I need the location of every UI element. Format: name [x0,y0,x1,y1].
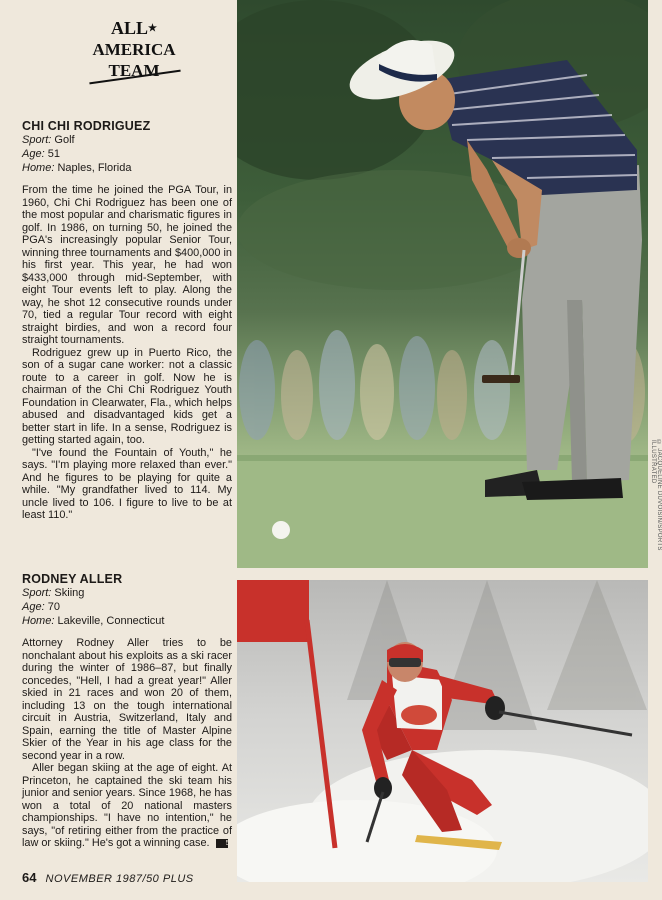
home-label: Home: [22,615,55,627]
home-line [22,614,232,628]
athlete-name: RODNEY ALLER [22,572,123,586]
logo-star: ★ [148,23,157,34]
article-body [22,184,232,522]
page-footer [22,870,194,885]
logo-line1: ALL [111,18,149,38]
age-label: Age: [22,601,45,613]
sport-value: Golf [54,134,75,146]
paragraph [22,762,232,850]
article-body [22,637,232,850]
home-label: Home: [22,162,55,174]
article-aller [22,572,232,850]
home-value: Lakeville, Connecticut [57,615,165,627]
paragraph: From the time he joined the PGA Tour, in 1960, Chi Chi Rodriguez has been one of the most popular and charismatic figures in golf. In 1986, on turning 50, he joined the PGA's increasingly popular Senior Tour, winning three tournaments and $400,000 in his first year. This year, he had won $433,000 through mid-September, with eight Tour events left to play. Along the way, he shot 12 consecutive rounds under 70, tied a regular Tour record with eight straight birdies, and won a record four straight tournaments. [22,184,232,346]
photo-credit: © JACQUELINE DUVOISIN/SPORTS ILLUSTRATED [650,440,662,551]
logo-line3: TEAM [108,61,160,80]
page-number: 64 [22,870,37,885]
age-line [22,147,232,161]
athlete-name: CHI CHI RODRIGUEZ [22,119,151,133]
age-line [22,600,232,614]
paragraph: "I've found the Fountain of Youth," he says. "I'm playing more relaxed than ever." And he figures to be playing for quite a while. "My grandfather lived to 114. My uncle lived to 106. I figure to live to be at least 110." [22,446,232,521]
article-rodriguez [22,119,232,522]
text-column [22,0,232,900]
age-value: 70 [47,601,60,613]
home-value: Naples, Florida [57,162,132,174]
paragraph-text: Aller began skiing at the age of eight. At Princeton, he captained the ski team his junior and senior years. Since 1968, he has won a total of 20 national masters championships. "I have no intention," he says, "of retiring either from the practice of law or skiing." He's got a winning case. [22,762,232,849]
golfer-photo [237,0,648,568]
paragraph: Attorney Rodney Aller tries to be nonchalant about his exploits as a ski racer during the winter of 1986–87, but finally concedes, "Hell, I had a great year!" Aller skied in 21 races and won 20 of them, including 13 on the tough international circuit in Austria, Switzerland, Italy and Spain, earning the title of Master Alpine Skier of the Year in his age class for the second year in a row. [22,637,232,762]
skier-photo [237,580,648,882]
golfer-illustration [237,0,648,568]
magazine-issue: NOVEMBER 1987/50 PLUS [45,873,194,885]
sport-label: Sport: [22,134,52,146]
sport-value: Skiing [54,587,85,599]
home-line [22,161,232,175]
paragraph: Rodriguez grew up in Puerto Rico, the son of a sugar cane worker: not a classic route to a career in golf. Now he is chairman of the Chi Chi Rodriguez Youth Foundation in Clearwater, Fla., which helps abused and disadvantaged kids get a better start in life. In a sense, Rodriguez is getting started again, too. [22,346,232,446]
age-label: Age: [22,148,45,160]
sport-line [22,586,232,600]
all-america-team-logo [79,18,189,81]
skier-illustration [237,580,648,882]
sport-line [22,133,232,147]
age-value: 51 [47,148,60,160]
logo-line2: AMERICA [92,40,176,59]
end-mark-icon: 50 [216,839,228,848]
sport-label: Sport: [22,587,52,599]
